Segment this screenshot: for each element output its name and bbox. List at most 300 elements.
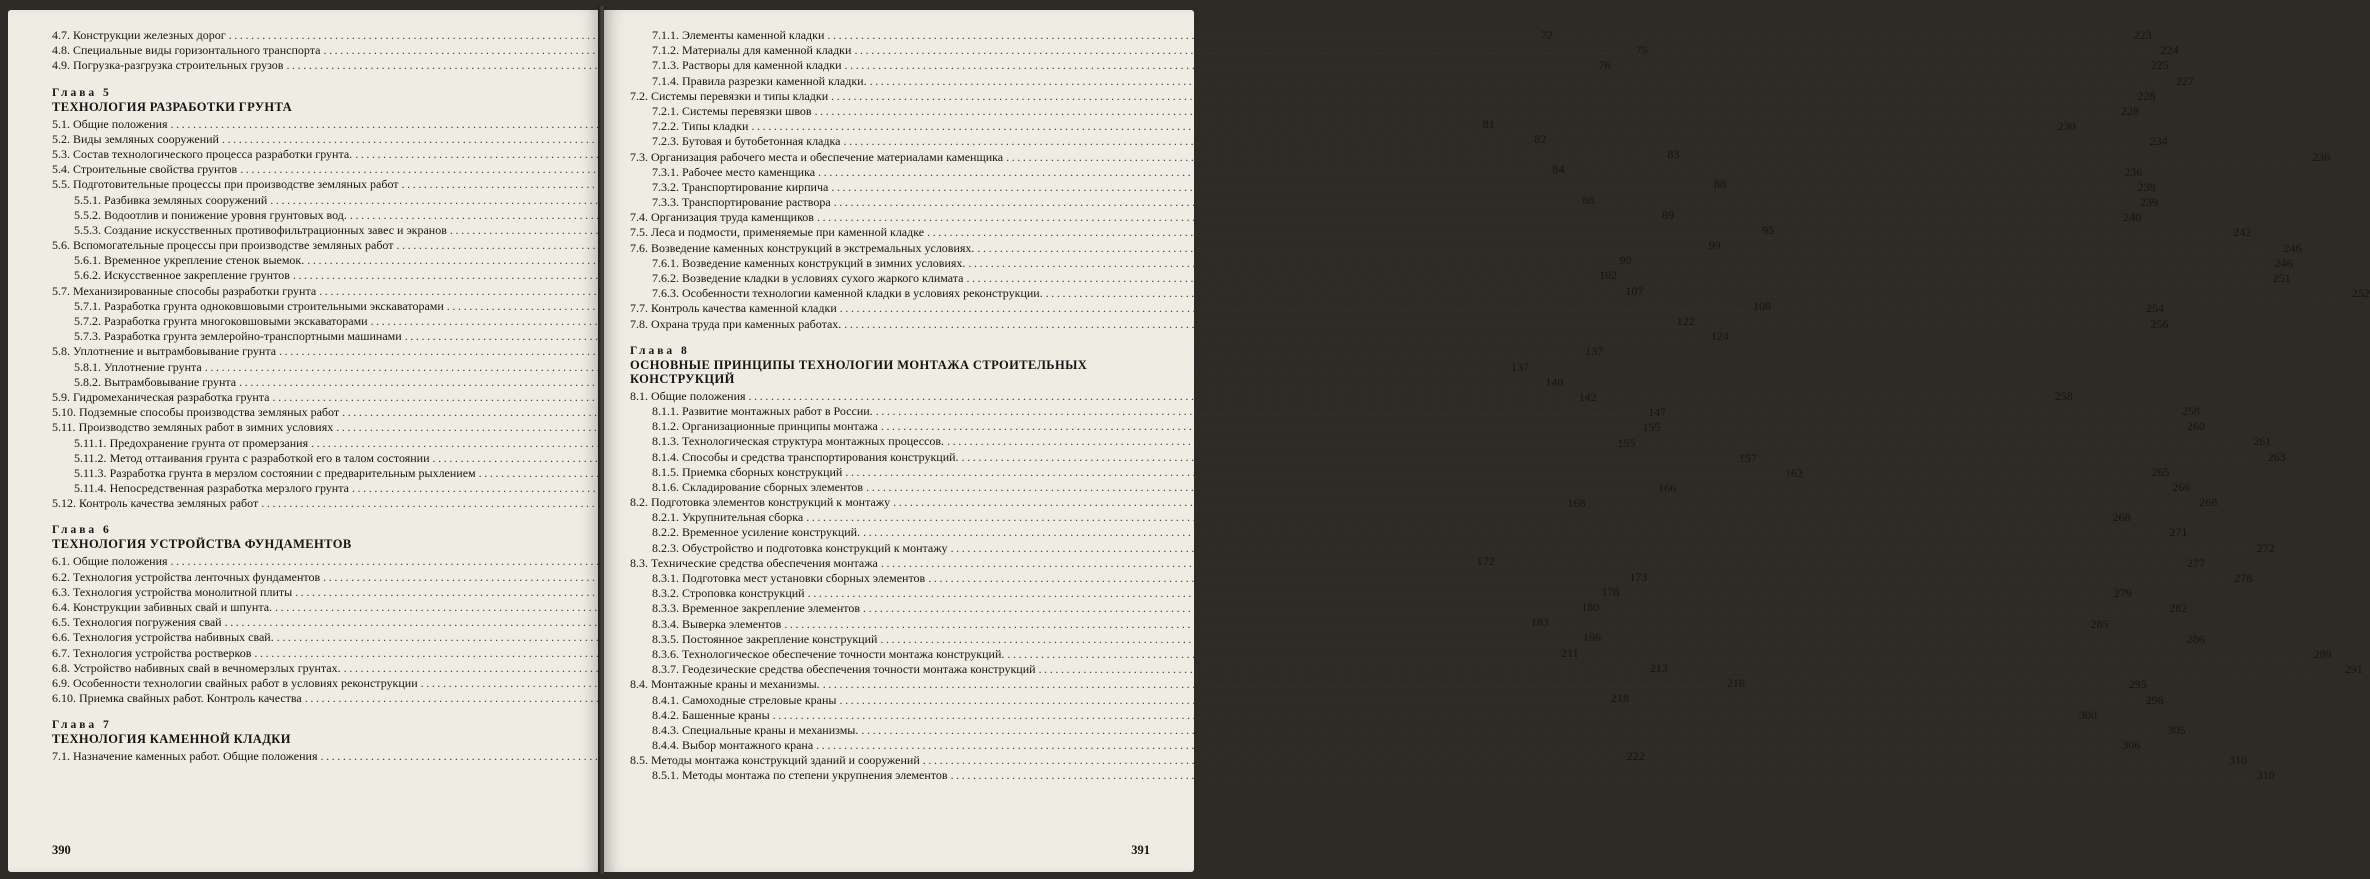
toc-entry-number: 6.1. (52, 554, 70, 569)
toc-entry-text: Виды земляных сооружений (73, 131, 219, 146)
toc-entry-title (630, 165, 815, 180)
toc-entry-page: 178 (1601, 584, 1620, 599)
toc-entry-page: 246 (2283, 240, 2302, 255)
toc-entry-page: 279 (2113, 586, 2132, 601)
toc-entry-title (52, 329, 402, 344)
toc-entry-page: 142 (1578, 389, 1597, 404)
toc-entry-title (630, 662, 1036, 677)
toc-entry-text: Конструкции железных дорог (73, 28, 226, 42)
toc-entry-title (630, 43, 851, 58)
toc-entry-title (52, 268, 290, 283)
toc-entry-title (630, 286, 1043, 301)
toc-entry-text: Специальные виды горизонтального транспорта (73, 43, 321, 58)
toc-entry-text: Укрупнительная сборка (682, 510, 804, 525)
toc-entry-page: 278 (2234, 571, 2253, 585)
dot-leader (951, 541, 2250, 556)
toc-entry-text: Уплотнение грунта (104, 359, 202, 374)
toc-entry-title (630, 317, 841, 332)
dot-leader (831, 89, 2130, 104)
dot-leader (751, 116, 2050, 134)
toc-entry-page: 137 (1585, 344, 1604, 359)
toc-entry-text: Технология погружения свай (73, 615, 222, 630)
toc-entry-number: 7.3.1. (652, 164, 679, 179)
toc-entry-page: 261 (2253, 434, 2272, 449)
toc-entry-page: 140 (1545, 374, 1564, 389)
toc-entry-text: Технология устройства ростверков (73, 645, 252, 660)
dot-leader (863, 601, 2162, 616)
toc-entry-page: 242 (2233, 225, 2252, 240)
toc-entry-number: 5.9. (52, 389, 70, 404)
toc-entry-title (52, 375, 236, 390)
toc-entry-text: Контроль качества каменной кладки (651, 301, 837, 316)
toc-entry-text: Приемка сборных конструкций (682, 464, 843, 479)
toc-entry-number: 7.6.1. (652, 255, 679, 270)
toc-entry-page: 213 (1649, 660, 1668, 675)
toc-entry-page: 216 (1726, 675, 1745, 690)
toc-entry-number: 8.3.5. (652, 631, 679, 646)
dot-leader (966, 271, 2265, 286)
toc-entry-title (630, 571, 925, 586)
toc-entry-title (630, 768, 948, 783)
toc-entry-page: 155 (1642, 420, 1661, 435)
dot-leader (816, 738, 2115, 753)
toc-entry-text: Выбор монтажного крана (682, 738, 814, 753)
toc-entry-text: Приемка свайных работ. Контроль качества (79, 691, 302, 706)
toc-entry-title (630, 134, 840, 149)
toc-entry-title (630, 556, 878, 571)
toc-entry-title (52, 117, 168, 132)
toc-entry-page: 266 (2172, 479, 2191, 494)
toc-entry-number: 5.3. (52, 146, 70, 161)
toc-entry-page: 254 (2145, 301, 2164, 316)
dot-leader (844, 317, 2143, 332)
toc-entry-number: 5.11.3. (74, 465, 107, 480)
toc-entry-number: 5.8.2. (74, 374, 101, 389)
toc-entry-number: 5.5.3. (74, 222, 101, 237)
toc-entry-title (630, 617, 781, 632)
toc-entry-page: 272 (2256, 540, 2275, 555)
toc-entry-number: 8.4.3. (652, 722, 679, 737)
toc-entry-text: Самоходные стреловые краны (682, 692, 837, 707)
toc-entry-number: 8.1.6. (652, 479, 679, 494)
toc-entry-page: 168 (1567, 496, 1586, 511)
toc-entry-text: Разбивка земляных сооружений (104, 192, 268, 207)
toc-entry-number: 8.5.1. (652, 768, 679, 783)
toc-entry-number: 8.1.1. (652, 403, 679, 418)
toc-entry-page: 180 (1581, 600, 1600, 614)
toc-entry-text: Строповка конструкций (682, 586, 805, 601)
toc-entry-number: 7.3.3. (652, 195, 679, 210)
toc-entry-title (52, 390, 270, 405)
toc-entry-title (52, 600, 272, 615)
toc-entry-number: 8.4.2. (652, 707, 679, 722)
toc-entry-title (52, 223, 447, 238)
toc-entry (630, 707, 2097, 723)
toc-entry-number: 8.3.4. (652, 616, 679, 631)
toc-entry-number: 6.10. (52, 691, 76, 706)
toc-entry-number: 5.7.3. (74, 329, 101, 344)
toc-entry-text: Обустройство и подготовка конструкций к монтажу (682, 540, 948, 555)
toc-entry-text: Подготовка мест установки сборных элементов (682, 571, 926, 585)
toc-entry-text: Разработка грунта многоковшовыми экскаваторами (104, 314, 368, 328)
dot-leader (843, 131, 2142, 149)
toc-entry-page: 239 (2139, 195, 2158, 210)
dot-leader (876, 404, 2175, 419)
toc-entry-text: Элементы каменной кладки (682, 28, 825, 42)
toc-entry-number: 8.4.1. (652, 692, 679, 707)
toc-entry-page: 230 (2057, 119, 2076, 134)
toc-entry-page: 286 (2186, 631, 2205, 646)
toc-entry-title (630, 693, 836, 708)
toc-entry-number: 5.10. (52, 405, 76, 420)
toc-entry-number: 7.6.3. (652, 286, 679, 301)
toc-entry-page: 228 (2137, 88, 2156, 103)
toc-entry-text: Общие положения (73, 554, 168, 569)
dot-leader (1006, 150, 2305, 165)
toc-entry-page: 285 (2090, 616, 2109, 631)
toc-entry-text: Водоотлив и понижение уровня грунтовых вод. (104, 207, 347, 222)
dot-leader (854, 43, 2153, 58)
toc-entry-number: 7.2.3. (652, 134, 679, 149)
toc-entry-text: Подготовительные процессы при производстве земляных работ (73, 177, 399, 192)
toc-entry-page: 265 (2151, 464, 2170, 479)
toc-entry-title (630, 58, 842, 73)
toc-entry-text: Типы кладки (682, 119, 749, 134)
toc-entry-number: 5.5.1. (74, 192, 101, 207)
toc-entry-text: Материалы для каменной кладки (682, 43, 852, 58)
toc-entry-page: 162 (1784, 465, 1803, 480)
toc-entry-number: 5.1. (52, 116, 70, 131)
toc-entry-page: 234 (2149, 134, 2168, 149)
toc-entry-title (630, 28, 824, 43)
toc-entry-text: Механизированные способы разработки грунта (73, 283, 317, 298)
toc-entry-title (52, 284, 316, 299)
dot-leader (818, 165, 2117, 180)
toc-entry-number: 5.11. (52, 420, 76, 435)
toc-entry-number: 8.5. (630, 753, 648, 768)
toc-entry-text: Постоянное закрепление конструкций (682, 631, 878, 646)
toc-entry-page: 196 (1582, 630, 1601, 645)
toc-entry (630, 768, 2275, 783)
toc-entry-number: 5.6.2. (74, 268, 101, 283)
toc-entry-title (630, 119, 748, 134)
toc-entry-number: 8.3.6. (652, 646, 679, 661)
toc-entry-number: 8.4. (630, 677, 648, 692)
toc-entry-text: Временное укрепление стенок выемок. (104, 253, 305, 268)
toc-entry-title (52, 554, 168, 569)
toc-entry-number: 7.3.2. (652, 179, 679, 194)
toc-entry-page: 172 (1476, 554, 1495, 569)
toc-entry-number: 5.7. (52, 283, 70, 298)
toc-entry-number: 7.6.2. (652, 271, 679, 285)
chapter-title: ТЕХНОЛОГИЯ РАЗРАБОТКИ ГРУНТА (52, 99, 293, 114)
chapter-label: Глава 5 (52, 86, 112, 99)
toc-entry-text: Способы и средства транспортирования конструкций. (682, 449, 959, 464)
toc-entry-title (630, 738, 813, 753)
toc-entry-number: 5.12. (52, 496, 76, 511)
dot-leader (1039, 662, 2338, 677)
toc-entry-title (52, 585, 292, 600)
toc-entry-page: 223 (2133, 28, 2152, 42)
toc-entry-text: Растворы для каменной кладки (682, 58, 842, 73)
dot-leader (962, 450, 2261, 465)
toc-entry-title (630, 753, 920, 768)
toc-entry-title (630, 632, 877, 647)
toc-entry-number: 4.9. (52, 58, 70, 73)
toc-entry (630, 738, 2141, 753)
toc-entry-text: Погрузка-разгрузка строительных грузов (73, 58, 284, 73)
toc-entry-page: 72 (1540, 28, 1553, 42)
toc-entry-text: Искусственное закрепление грунтов (104, 268, 290, 283)
toc-entry-title (630, 450, 959, 465)
toc-entry-page: 99 (1619, 253, 1632, 268)
toc-entry-text: Рабочее место каменщика (682, 164, 816, 179)
toc-entry-page: 81 (1482, 116, 1495, 131)
toc-entry-page: 224 (2160, 43, 2179, 58)
toc-entry-number: 5.6.1. (74, 253, 101, 268)
toc-entry-page: 157 (1738, 450, 1757, 465)
toc-entry-text: Организация рабочего места и обеспечение материалами каменщика (651, 149, 1004, 164)
toc-entry-page: 218 (1610, 691, 1629, 706)
toc-entry-number: 7.1.1. (652, 28, 679, 42)
toc-entry-number: 7.4. (630, 210, 648, 225)
toc-entry-title (52, 208, 347, 223)
toc-entry-page: 236 (2124, 164, 2143, 179)
toc-entry-title (630, 195, 831, 210)
dot-leader (773, 708, 2072, 723)
dot-leader (1007, 647, 2306, 662)
toc-entry-page: 88 (1582, 192, 1595, 207)
toc-entry-title (630, 389, 746, 404)
toc-entry-title (52, 436, 308, 451)
toc-entry-number: 8.1.2. (652, 419, 679, 434)
toc-entry-text: Производство земляных работ в зимних условиях (78, 420, 334, 435)
toc-entry-number: 4.7. (52, 28, 70, 42)
toc-entry-page: 102 (1599, 268, 1618, 283)
toc-entry-number: 8.2.2. (652, 525, 679, 540)
toc-entry-page: 268 (2112, 510, 2131, 525)
page-number: 390 (52, 843, 71, 857)
toc-entry-number: 5.8.1. (74, 359, 101, 374)
toc-entry-text: Транспортирование раствора (682, 195, 831, 210)
dot-leader (806, 510, 2105, 525)
chapter-title: ОСНОВНЫЕ ПРИНЦИПЫ ТЕХНОЛОГИИ МОНТАЖА СТРОИТЕЛЬНЫХ КОНСТРУКЦИЙ (630, 357, 1088, 386)
toc-entry-number: 8.2.1. (652, 510, 679, 525)
dot-leader (866, 480, 2165, 495)
toc-entry-number: 5.7.2. (74, 314, 101, 328)
dot-leader (977, 241, 2276, 256)
toc-entry-text: Охрана труда при каменных работах. (651, 316, 842, 331)
toc-entry-title (52, 193, 267, 208)
toc-entry-page: 256 (2150, 316, 2169, 331)
toc-entry-text: Выверка элементов (682, 616, 782, 631)
toc-entry-number: 5.4. (52, 162, 70, 177)
toc-entry-text: Особенности технологии свайных работ в условиях реконструкции (73, 675, 418, 690)
dot-leader (968, 256, 2267, 271)
dot-leader (951, 768, 2250, 783)
toc-entry-number: 7.2.2. (652, 119, 679, 134)
toc-entry-number: 5.7.1. (74, 298, 101, 313)
toc-entry-page: 258 (2054, 388, 2073, 403)
toc-entry (630, 88, 2156, 104)
toc-entry-text: Вспомогательные процессы при производстве земляных работ (73, 238, 394, 253)
toc-entry-number: 4.8. (52, 43, 70, 58)
toc-entry-page: 183 (1530, 615, 1549, 630)
toc-entry-text: Возведение каменных конструкций в экстремальных условиях. (651, 240, 975, 255)
toc-entry-page: 82 (1534, 131, 1547, 146)
toc-entry-title (52, 691, 302, 706)
toc-entry-number: 6.7. (52, 645, 70, 660)
dot-leader (947, 434, 2246, 449)
dot-leader (834, 192, 2133, 210)
toc-entry-title (630, 541, 948, 556)
dot-leader (870, 74, 2169, 89)
toc-entry-page: 306 (2122, 738, 2141, 753)
chapter-title: ТЕХНОЛОГИЯ УСТРОЙСТВА ФУНДАМЕНТОВ (52, 537, 352, 552)
toc-entry-title (52, 177, 399, 192)
toc-entry-title (630, 708, 770, 723)
dot-leader (823, 677, 2122, 692)
toc-entry-title (52, 299, 444, 314)
toc-entry (52, 329, 1729, 344)
toc-entry-text: Временное закрепление элементов (682, 601, 861, 616)
toc-entry-title (52, 420, 333, 435)
toc-entry-text: Уплотнение и вытрамбовывание грунта (73, 344, 277, 359)
toc-entry-title (630, 586, 805, 601)
toc-entry-title (630, 510, 803, 525)
toc-entry-title (630, 647, 1004, 662)
dot-leader (927, 222, 2226, 240)
toc-entry-text: Разработка грунта землеройно-транспортными машинами (104, 329, 402, 344)
toc-entry-text: Конструкции забивных свай и шпунта. (73, 600, 273, 614)
toc-entry-title (630, 480, 863, 495)
toc-entry-page: 83 (1667, 146, 1680, 161)
toc-entry-page: 258 (2181, 403, 2200, 418)
toc-entry-page: 268 (2199, 495, 2218, 510)
toc-entry-number: 8.1.3. (652, 434, 679, 449)
toc-entry-text: Возведение кладки в условиях сухого жаркого климата (682, 271, 964, 285)
toc-entry-text: Временное усиление конструкций. (682, 525, 861, 540)
toc-entry-page: 89 (1662, 207, 1675, 222)
toc-entry-page: 107 (1625, 283, 1644, 298)
toc-entry-number: 5.5.2. (74, 207, 101, 222)
toc-entry-number: 6.6. (52, 630, 70, 645)
toc-entry-title (630, 271, 963, 286)
toc-entry-text: Технология устройства набивных свай. (73, 630, 274, 645)
toc-entry-page: 310 (2228, 753, 2247, 768)
dot-leader (749, 389, 2048, 404)
toc-entry-text: Строительные свойства грунтов (73, 162, 238, 177)
toc-entry-title (52, 405, 339, 420)
toc-entry-number: 5.8. (52, 344, 70, 359)
toc-entry-page: 137 (1510, 359, 1529, 374)
dot-leader (1046, 283, 2345, 301)
toc-entry-text: Вытрамбовывание грунта (104, 374, 237, 389)
toc-entry-number: 5.11.1. (74, 435, 107, 450)
toc-entry-title (630, 180, 828, 195)
dot-leader (881, 556, 2180, 571)
toc-entry-page: 300 (2078, 707, 2097, 722)
dot-leader (923, 753, 2222, 768)
toc-entry-page: 76 (1598, 58, 1611, 73)
toc-entry-text: Технологическая структура монтажных процессов. (682, 434, 945, 449)
dot-leader (839, 693, 2138, 708)
toc-entry-title (52, 344, 276, 359)
toc-entry-title (630, 225, 924, 240)
toc-entry-text: Технологическое обеспечение точности монтажа конструкций. (682, 646, 1005, 661)
chapter-title: ТЕХНОЛОГИЯ КАМЕННОЙ КЛАДКИ (52, 732, 291, 747)
toc-entry-text: Метод оттаивания грунта с разработкой его в талом состоянии (109, 450, 430, 465)
dot-leader (881, 419, 2180, 434)
toc-entry (630, 540, 2275, 556)
toc-entry-text: Складирование сборных элементов (682, 479, 864, 494)
page-number: 391 (1131, 843, 1150, 857)
toc-entry-number: 8.3.3. (652, 601, 679, 616)
toc-entry-title (52, 661, 341, 676)
toc-entry-text: Организационные принципы монтажа (682, 419, 878, 434)
toc-entry-title (52, 496, 258, 511)
toc-entry-page: 251 (2272, 271, 2291, 285)
toc-entry (630, 722, 2186, 738)
toc-entry-text: Создание искусственных противофильтрационных завес и экранов (104, 222, 447, 237)
dot-leader (893, 495, 2192, 510)
toc-entry (52, 374, 1564, 390)
toc-entry-text: Правила разрезки каменной кладки. (682, 73, 867, 88)
toc-entry-page: 263 (2267, 449, 2286, 464)
toc-entry-title (630, 723, 858, 738)
toc-entry-title (52, 43, 320, 58)
toc-entry-number: 8.1.4. (652, 449, 679, 464)
toc-entry-number: 7.1.3. (652, 58, 679, 73)
toc-entry-number: 7.5. (630, 225, 648, 240)
toc-entry-title (630, 495, 890, 510)
toc-entry-text: Методы монтажа конструкций зданий и сооружений (651, 753, 920, 768)
toc-entry (630, 73, 2194, 89)
toc-entry-title (630, 301, 837, 316)
toc-entry-page: 260 (2187, 419, 2206, 434)
toc-entry-title (630, 104, 812, 119)
toc-entry-title (630, 210, 814, 225)
toc-entry-title (630, 150, 1003, 165)
toc-entry-page: 75 (1635, 43, 1648, 58)
toc-entry-title (630, 241, 974, 256)
toc-entry-text: Геодезические средства обеспечения точности монтажа конструкций (682, 662, 1036, 677)
toc-entry-page: 95 (1762, 222, 1775, 237)
toc-entry-page: 296 (2145, 692, 2164, 707)
toc-entry-title (630, 74, 867, 89)
toc-entry-page: 108 (1753, 298, 1771, 313)
toc-entry-number: 7.2. (630, 88, 648, 103)
toc-entry-number: 8.3. (630, 555, 648, 570)
toc-entry-page: 222 (1626, 749, 1645, 764)
toc-entry-title (52, 360, 202, 375)
toc-entry-page: 88 (1713, 177, 1726, 192)
toc-entry-title (630, 601, 860, 616)
toc-entry-page: 227 (2175, 73, 2194, 88)
toc-entry-title (52, 253, 304, 268)
toc-entry-number: 8.2. (630, 495, 648, 510)
dot-leader (817, 207, 2116, 225)
toc-entry-page: 289 (2313, 646, 2332, 661)
toc-entry-number: 6.3. (52, 584, 70, 599)
toc-entry-number: 8.2.3. (652, 540, 679, 555)
toc-entry-page: 246 (2274, 255, 2293, 270)
toc-entry-text: Непосредственная разработка мерзлого грунта (109, 481, 349, 496)
toc-entry-page: 271 (2169, 525, 2188, 540)
toc-entry-page: 305 (2167, 722, 2186, 737)
toc-entry-number: 7.1.4. (652, 73, 679, 88)
toc-entry-page: 295 (2128, 677, 2147, 692)
